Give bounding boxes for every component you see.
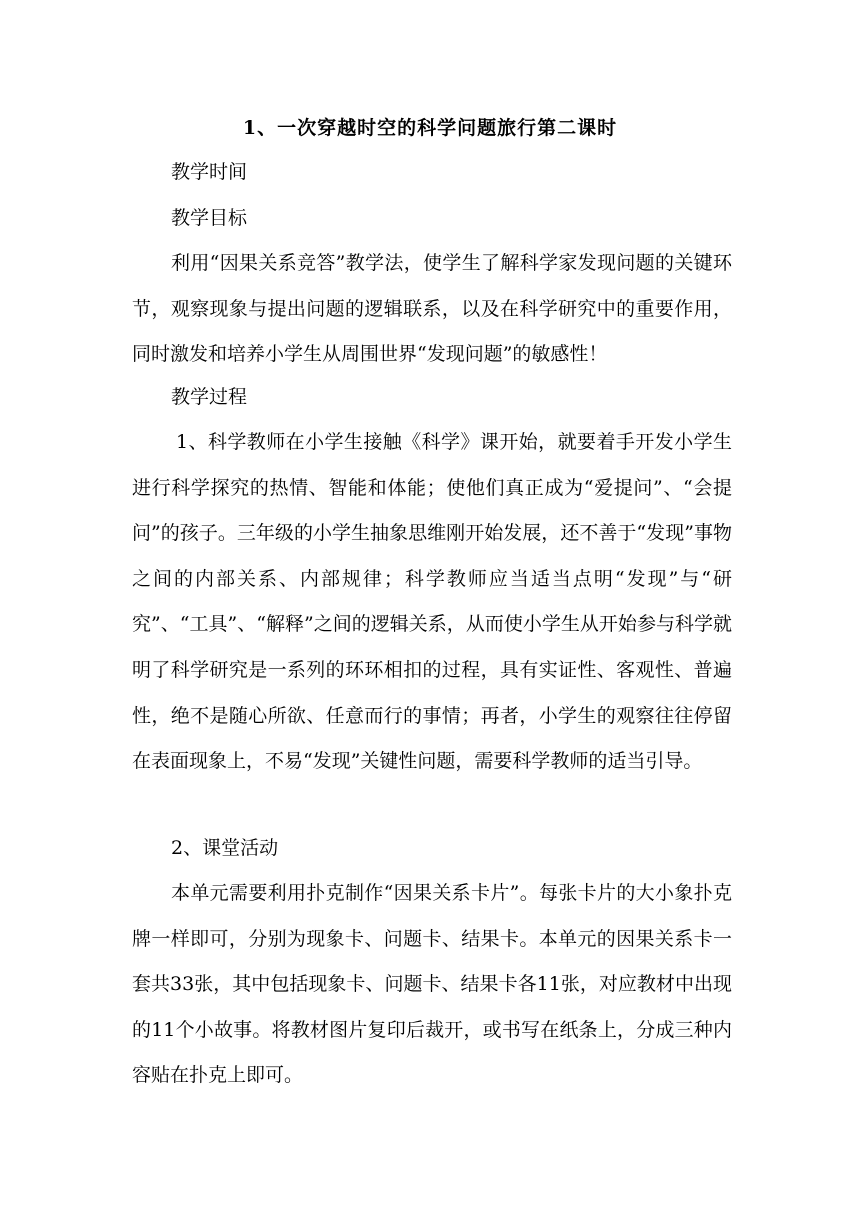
document-title: 1、一次穿越时空的科学问题旅行第二课时 (242, 117, 618, 139)
teaching-goal-heading: 教学目标 (171, 207, 248, 229)
teaching-process-heading: 教学过程 (171, 386, 248, 408)
teaching-goal-paragraph: 利用“因果关系竞答”教学法，使学生了解科学家发现问题的关键环节，观察现象与提出问题的逻辑联系，以及在科学研究中的重要作用，同时激发和培养小学生从周围世界“发现问题”的敏感性！ (132, 252, 732, 366)
process-point-1-paragraph: 1、科学教师在小学生接触《科学》课开始，就要着手开发小学生进行科学探究的热情、智能和体能；使他们真正成为“爱提问”、“会提问”的孩子。三年级的小学生抽象思维刚开始发展，还不善于“发现”事物之间的内部关系、内部规律；科学教师应当适当点明“发现”与“研究”、“工具”、“解释”之间的逻辑关系，从而使小学生从开始参与科学就明了科学研究是一系列的环环相扣的过程，具有实证性、客观性、普遍性，绝不是随心所欲、任意而行的事情；再者，小学生的观察往往停留在表面现象上，不易“发现”关键性问题，需要科学教师的适当引导。 (132, 431, 732, 773)
process-point-2-paragraph: 本单元需要利用扑克制作“因果关系卡片”。每张卡片的大小象扑克牌一样即可，分别为现象卡、问题卡、结果卡。本单元的因果关系卡一套共33张，其中包括现象卡、问题卡、结果卡各11张，对应教材中出现的11个小故事。将教材图片复印后裁开，或书写在纸条上，分成三种内容贴在扑克上即可。 (132, 882, 732, 1087)
process-point-2-heading: 2、课堂活动 (171, 837, 279, 859)
teaching-time-heading: 教学时间 (171, 161, 248, 183)
